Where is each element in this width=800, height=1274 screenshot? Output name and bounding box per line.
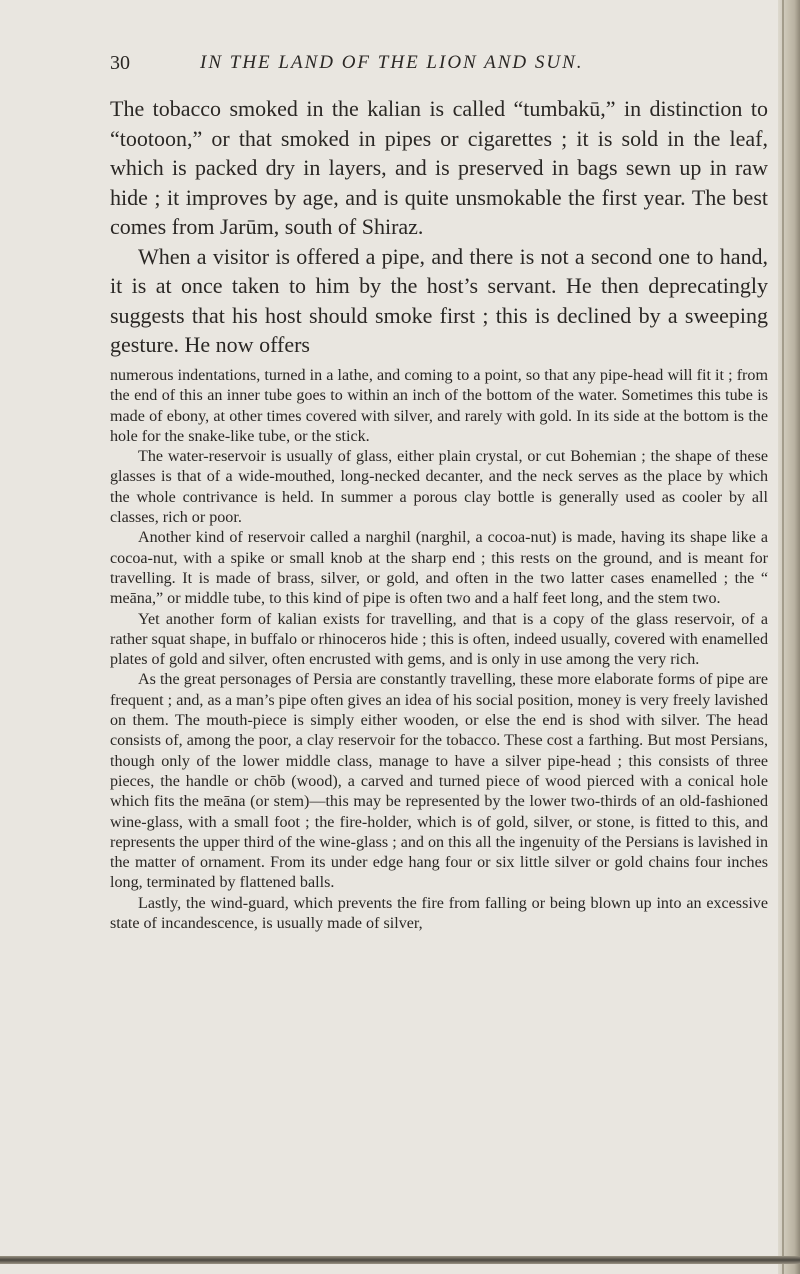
page-header — [110, 52, 770, 80]
running-title: IN THE LAND OF THE LION AND SUN. — [200, 52, 584, 73]
small-paragraph-4: Yet another form of kalian exists for travelling, and that is a copy of the glass reservoir, of a rather squat shape, in buffalo or rhinoceros hide ; this is often, indeed usually, covered with enamelled plates of gold and silver, often encrusted with gems, and is only in use among the very rich. — [110, 610, 768, 669]
small-paragraph-1: numerous indentations, turned in a lathe, and coming to a point, so that any pipe-head will fit it ; from the end of this an inner tube goes to within an inch of the bottom of the water. Sometimes this tube is made of ebony, at other times covered with silver, and rarely with gold. In its side at the bottom is the hole for the snake-like tube, or the stick. — [110, 367, 768, 445]
page-edge — [778, 0, 800, 1274]
lead-paragraph-2: When a visitor is offered a pipe, and there is not a second one to hand, it is at once taken to him by the host’s servant. He then deprecatingly suggests that his host should smoke first ; this is declined by a sweeping gesture. He now offers — [110, 243, 768, 357]
small-paragraph-2: The water-reservoir is usually of glass, either plain crystal, or cut Bohemian ; the shape of these glasses is that of a wide-mouthed, long-necked decanter, and the neck serves as the place by which the whole contrivance is held. In summer a porous clay bottle is generally used as cooler by all classes, rich or poor. — [110, 448, 768, 527]
small-paragraph-6: Lastly, the wind-guard, which prevents the fire from falling or being blown up into an excessive state of incandescence, is usually made of silver, — [110, 894, 768, 933]
lead-text-block — [110, 94, 768, 360]
bottom-rule — [0, 1256, 800, 1264]
lead-paragraph-1: The tobacco smoked in the kalian is called “tumbakū,” in distinction to “tootoon,” or that smoked in pipes or cigarettes ; it is sold in the leaf, which is packed dry in layers, and is preserved in bags sewn up in raw hide ; it improves by age, and is quite unsmokable the first year. The best comes from Jarūm, south of Shiraz. — [110, 96, 768, 239]
small-paragraph-5: As the great personages of Persia are constantly travelling, these more elaborate forms of pipe are frequent ; and, as a man’s pipe often gives an idea of his social position, money is very freely lavished on them. The mouth-piece is simply either wooden, or else the end is shod with silver. The head consists of, among the poor, a clay reservoir for the tobacco. These cost a farthing. But most Persians, though only of the lower middle class, manage to have a silver pipe-head ; this consists of three pieces, the handle or chōb (wood), a carved and turned piece of wood pierced with a conical hole which fits the meāna (or stem)—this may be represented by the lower two-thirds of an old-fashioned wine-glass, with a small foot ; the fire-holder, which is of gold, silver, or stone, is fitted to this, and represents the upper third of the wine-glass ; and on this all the ingenuity of the Persians is lavished in the matter of ornament. From its under edge hang four or six little silver or gold chains four inches long, terminated by flattened balls. — [110, 671, 768, 892]
page-number: 30 — [110, 52, 130, 74]
small-text-block — [110, 366, 768, 934]
small-paragraph-3: Another kind of reservoir called a narghil (narghil, a cocoa-nut) is made, having its shape like a cocoa-nut, with a spike or small knob at the sharp end ; this rests on the ground, and is meant for travelling. It is made of brass, silver, or gold, and often in the two latter cases enamelled ; the “ meāna,” or middle tube, to this kind of pipe is often two and a half feet long, and the stem two. — [110, 529, 768, 608]
